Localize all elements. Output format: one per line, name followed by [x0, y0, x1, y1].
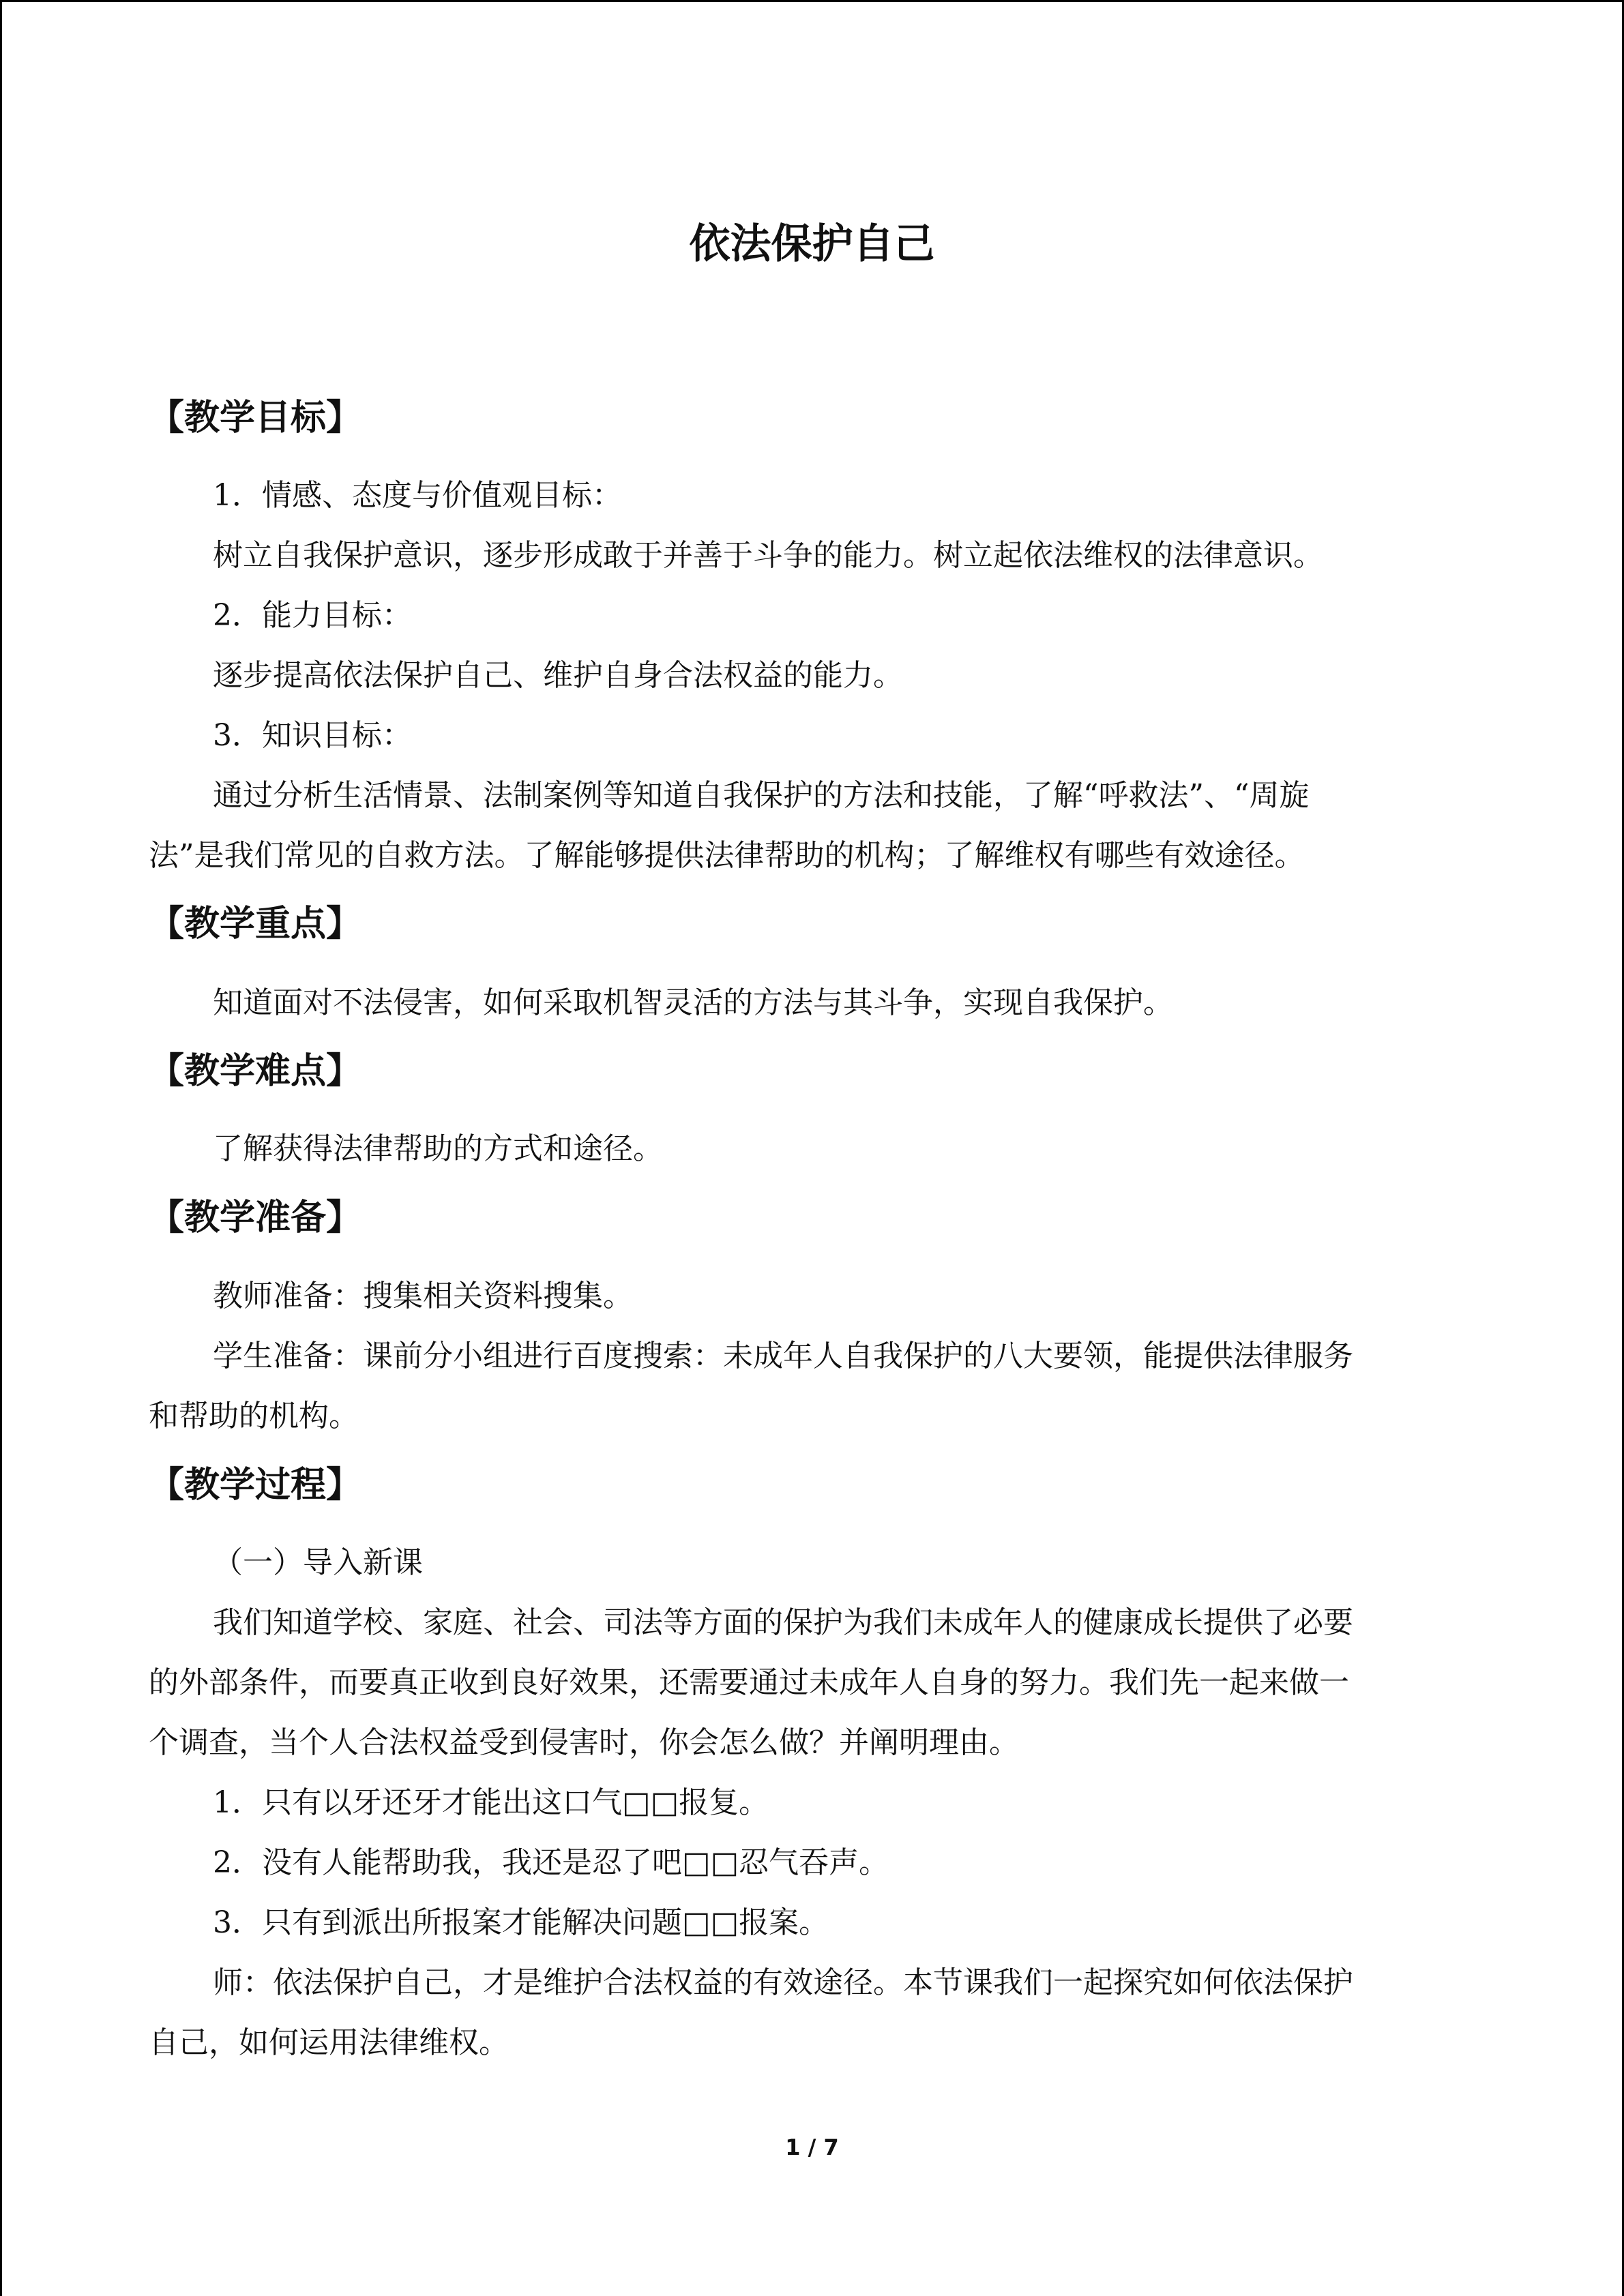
- goal-2-text: 逐步提高依法保护自己、维护自身合法权益的能力。: [213, 658, 903, 693]
- heading-difficulties: 【教学难点】: [149, 1051, 362, 1092]
- page-border-left: [0, 0, 2, 2296]
- survey-option-2: 2．没有人能帮助我，我还是忍了吧□□忍气吞声。: [213, 1845, 889, 1880]
- heading-teaching-process: 【教学过程】: [149, 1465, 362, 1506]
- teacher-preparation: 教师准备：搜集相关资料搜集。: [213, 1279, 633, 1313]
- teacher-remark-line-2: 自己，如何运用法律维权。: [149, 2025, 509, 2060]
- goal-2-title: 2．能力目标：: [213, 598, 412, 633]
- process-intro-line-3: 个调查，当个人合法权益受到侵害时，你会怎么做？并阐明理由。: [149, 1725, 1019, 1760]
- survey-option-3: 3．只有到派出所报案才能解决问题□□报案。: [213, 1905, 829, 1940]
- heading-preparation: 【教学准备】: [149, 1197, 362, 1238]
- goal-1-title: 1．情感、态度与价值观目标：: [213, 478, 622, 513]
- student-preparation-line-1: 学生准备：课前分小组进行百度搜索：未成年人自我保护的八大要领，能提供法律服务: [213, 1339, 1353, 1373]
- goal-3-text-line-2: 法”是我们常见的自救方法。了解能够提供法律帮助的机构；了解维权有哪些有效途径。: [149, 838, 1305, 873]
- goal-3-title: 3．知识目标：: [213, 718, 412, 753]
- heading-key-points: 【教学重点】: [149, 904, 362, 944]
- document-title: 依法保护自己: [689, 220, 935, 268]
- page-number: 1 / 7: [785, 2134, 839, 2160]
- difficulties-text: 了解获得法律帮助的方式和途径。: [213, 1131, 663, 1166]
- student-preparation-line-2: 和帮助的机构。: [149, 1399, 359, 1433]
- heading-teaching-goals: 【教学目标】: [149, 398, 362, 438]
- survey-option-1: 1．只有以牙还牙才能出这口气□□报复。: [213, 1785, 769, 1820]
- goal-3-text-line-1: 通过分析生活情景、法制案例等知道自我保护的方法和技能，了解“呼救法”、“周旋: [213, 778, 1310, 813]
- teacher-remark-line-1: 师：依法保护自己，才是维护合法权益的有效途径。本节课我们一起探究如何依法保护: [213, 1965, 1353, 2000]
- process-intro-line-1: 我们知道学校、家庭、社会、司法等方面的保护为我们未成年人的健康成长提供了必要: [213, 1605, 1353, 1640]
- process-intro-line-2: 的外部条件，而要真正收到良好效果，还需要通过未成年人自身的努力。我们先一起来做一: [149, 1665, 1349, 1700]
- goal-1-text: 树立自我保护意识，逐步形成敢于并善于斗争的能力。树立起依法维权的法律意识。: [213, 538, 1323, 573]
- process-subheading: （一）导入新课: [213, 1545, 423, 1580]
- key-points-text: 知道面对不法侵害，如何采取机智灵活的方法与其斗争，实现自我保护。: [213, 985, 1173, 1020]
- page-border-top: [0, 0, 1624, 2]
